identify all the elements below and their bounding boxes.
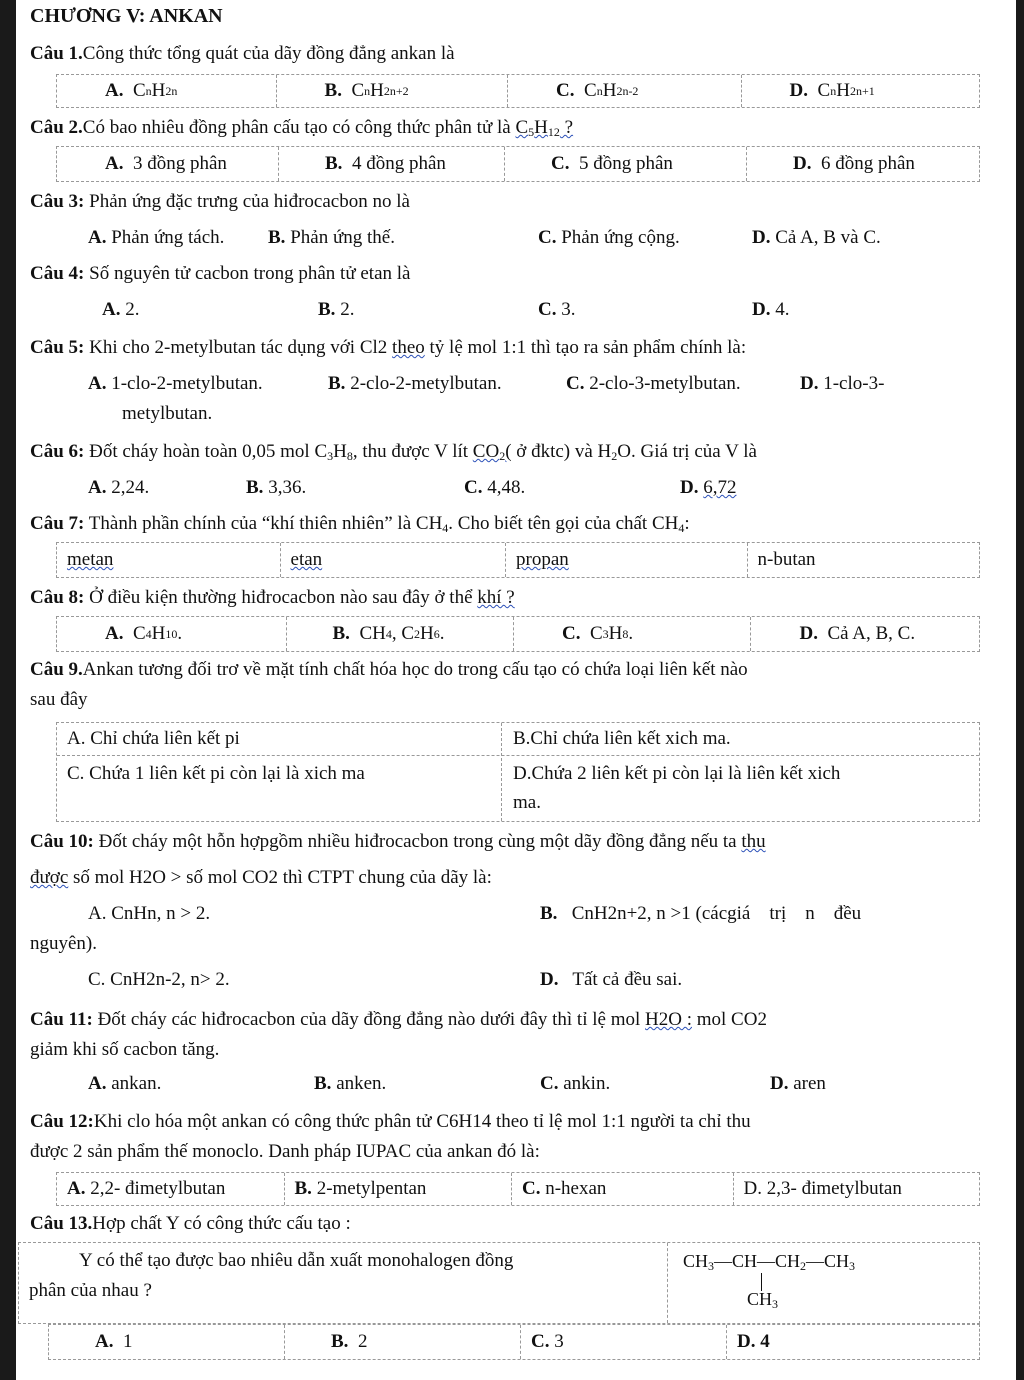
question-12: Câu 12:Khi clo hóa một ankan có công thức phân tử C6H14 theo tỉ lệ mol 1:1 người ta chỉ thu (30, 1111, 751, 1132)
question-5: Câu 5: Khi cho 2-metylbutan tác dụng với Cl2 theo tỷ lệ mol 1:1 thì tạo ra sản phẩm chính là: (30, 337, 747, 358)
q9-option-c[interactable]: C. Chứa 1 liên kết pi còn lại là xich ma (67, 763, 365, 784)
question-2: Câu 2.Có bao nhiêu đồng phân cấu tạo có công thức phân tử là $C_5H_{12}$ ? (30, 117, 574, 139)
q10-option-c[interactable]: C. CnH2n-2, n> 2. (88, 969, 230, 990)
question-10-cont: được số mol H2O > số mol CO2 thì CTPT chung của dãy là: (30, 867, 492, 888)
q7-option-b[interactable]: etan (281, 543, 507, 577)
q13-option-d[interactable]: D. 4 (737, 1331, 770, 1352)
question-13: Câu 13.Hợp chất Y có công thức cấu tạo : (30, 1213, 351, 1234)
q12-option-c[interactable]: C. n-hexan (512, 1173, 734, 1205)
q13-description: Y có thể tạo được bao nhiêu dẫn xuất monohalogen đồng (79, 1250, 514, 1271)
q7-option-c[interactable]: propan (506, 543, 747, 577)
question-7: Câu 7: Thành phần chính của “khí thiên nhiên” là $CH_4$. Cho biết tên gọi của chất $CH_4$: (30, 513, 690, 535)
q1-option-c[interactable]: C. C n H 2n-2 (508, 75, 742, 107)
q13-options (48, 1324, 980, 1360)
question-9-cont: sau đây (30, 689, 88, 710)
q5-option-a[interactable]: A. 1-clo-2-metylbutan. (88, 373, 263, 394)
q13-option-c[interactable]: C. 3 (521, 1325, 727, 1359)
q5-option-c[interactable]: C. 2-clo-3-metylbutan. (566, 373, 741, 394)
q7-option-a[interactable]: metan (57, 543, 281, 577)
question-3: Câu 3: Phản ứng đặc trưng của hiđrocacbon no là (30, 191, 410, 212)
q9-option-d-cont: ma. (513, 792, 541, 813)
q13-structure-box (18, 1242, 980, 1324)
q2-option-d[interactable]: D. 6 đồng phân (793, 153, 915, 174)
question-9: Câu 9.Ankan tương đối trơ về mặt tính chất hóa học do trong cấu tạo có chứa loại liên kết nào (30, 659, 748, 680)
question-11-cont: giảm khi số cacbon tăng. (30, 1039, 220, 1060)
q5-option-b[interactable]: B. 2-clo-2-metylbutan. (328, 373, 502, 394)
q1-option-d[interactable]: D. C n H 2n+1 (789, 80, 875, 101)
q9-option-a[interactable]: A. Chỉ chứa liên kết pi (67, 728, 240, 749)
q5-option-d[interactable]: D. 1-clo-3- (800, 373, 885, 394)
q4-option-d[interactable]: D. 4. (752, 299, 790, 320)
question-12-cont: được 2 sản phẩm thế monoclo. Danh pháp IUPAC của ankan đó là: (30, 1141, 540, 1162)
q4-option-c[interactable]: C. 3. (538, 299, 576, 320)
q9-option-b[interactable]: B.Chỉ chứa liên kết xich ma. (513, 728, 731, 749)
q4-option-b[interactable]: B. 2. (318, 299, 355, 320)
q1-options (56, 74, 980, 108)
chapter-title: CHƯƠNG V: ANKAN (30, 5, 223, 27)
question-10: Câu 10: Đốt cháy một hỗn hợpgồm nhiều hiđrocacbon trong cùng một dãy đồng đẳng nếu ta thu (30, 831, 766, 852)
q3-option-a[interactable]: A. Phản ứng tách. (88, 227, 225, 248)
q3-option-c[interactable]: C. Phản ứng cộng. (538, 227, 680, 248)
q6-option-c[interactable]: C. 4,48. (464, 477, 526, 498)
q1-option-a[interactable]: A. C n H 2n (57, 75, 277, 107)
q8-option-a[interactable]: A. C 4 H 10 . (57, 617, 287, 651)
q10-option-b[interactable]: B. CnH2n+2, n >1 (cácgiá trị n đều (540, 903, 862, 924)
q11-option-a[interactable]: A. ankan. (88, 1073, 162, 1094)
q13-formula-main: $CH_3—CH—CH_2—CH_3$ (683, 1251, 856, 1273)
question-1: Câu 1.Công thức tổng quát của dãy đồng đẳng ankan là (30, 43, 455, 64)
q12-option-b[interactable]: B. 2-metylpentan (285, 1173, 513, 1205)
q8-options (56, 616, 980, 652)
q5-option-d-cont: metylbutan. (122, 403, 213, 424)
question-6: Câu 6: Đốt cháy hoàn toàn 0,05 mol $C_3H_8$, thu được V lít $CO_2$( ở đktc) và $H_2O$. Giá trị của V là (30, 441, 757, 463)
q3-option-b[interactable]: B. Phản ứng thế. (268, 227, 395, 248)
q10-option-a[interactable]: A. CnHn, n > 2. (88, 903, 211, 924)
q2-options (56, 146, 980, 182)
question-8: Câu 8: Ở điều kiện thường hiđrocacbon nào sau đây ở thể khí ? (30, 587, 515, 608)
q7-option-d[interactable]: n-butan (757, 549, 816, 570)
q2-option-a[interactable]: A. 3 đồng phân (57, 147, 279, 181)
q9-option-d[interactable]: D.Chứa 2 liên kết pi còn lại là liên kết xich (513, 763, 841, 784)
right-border (1016, 0, 1024, 1380)
left-border (0, 0, 16, 1380)
q2-option-c[interactable]: C. 5 đồng phân (505, 147, 747, 181)
q11-option-d[interactable]: D. aren (770, 1073, 826, 1094)
q10-option-d[interactable]: D. Tất cả đều sai. (540, 969, 683, 990)
q13-formula-branch: $CH_3$ (747, 1289, 779, 1311)
q13-description-cont: phân của nhau ? (29, 1280, 152, 1301)
q8-option-b[interactable]: B. CH 4 , C 2 H 6 . (287, 617, 515, 651)
question-4: Câu 4: Số nguyên tử cacbon trong phân tử etan là (30, 263, 411, 284)
q1-option-b[interactable]: B. C n H 2n+2 (277, 75, 509, 107)
q6-option-a[interactable]: A. 2,24. (88, 477, 150, 498)
q12-options (56, 1172, 980, 1206)
q2-option-b[interactable]: B. 4 đồng phân (279, 147, 505, 181)
q11-option-c[interactable]: C. ankin. (540, 1073, 611, 1094)
q13-option-b[interactable]: B. 2 (285, 1325, 521, 1359)
q7-options (56, 542, 980, 578)
q6-option-d[interactable]: D. 6,72 (680, 477, 737, 498)
question-11: Câu 11: Đốt cháy các hiđrocacbon của dãy đồng đẳng nào dưới đây thì tỉ lệ mol H2O : mol CO2 (30, 1009, 767, 1030)
q9-options (56, 722, 980, 822)
q12-option-a[interactable]: A. 2,2- đimetylbutan (57, 1173, 285, 1205)
q10-option-b-cont: nguyên). (30, 933, 98, 954)
q8-option-c[interactable]: C. C 3 H 8 . (514, 617, 751, 651)
q13-option-a[interactable]: A. 1 (49, 1325, 285, 1359)
q6-option-b[interactable]: B. 3,36. (246, 477, 307, 498)
q4-option-a[interactable]: A. 2. (102, 299, 140, 320)
q11-option-b[interactable]: B. anken. (314, 1073, 387, 1094)
q3-option-d[interactable]: D. Cả A, B và C. (752, 227, 881, 248)
q12-option-d[interactable]: D. 2,3- đimetylbutan (743, 1178, 902, 1199)
q8-option-d[interactable]: D. Cả A, B, C. (799, 623, 916, 644)
